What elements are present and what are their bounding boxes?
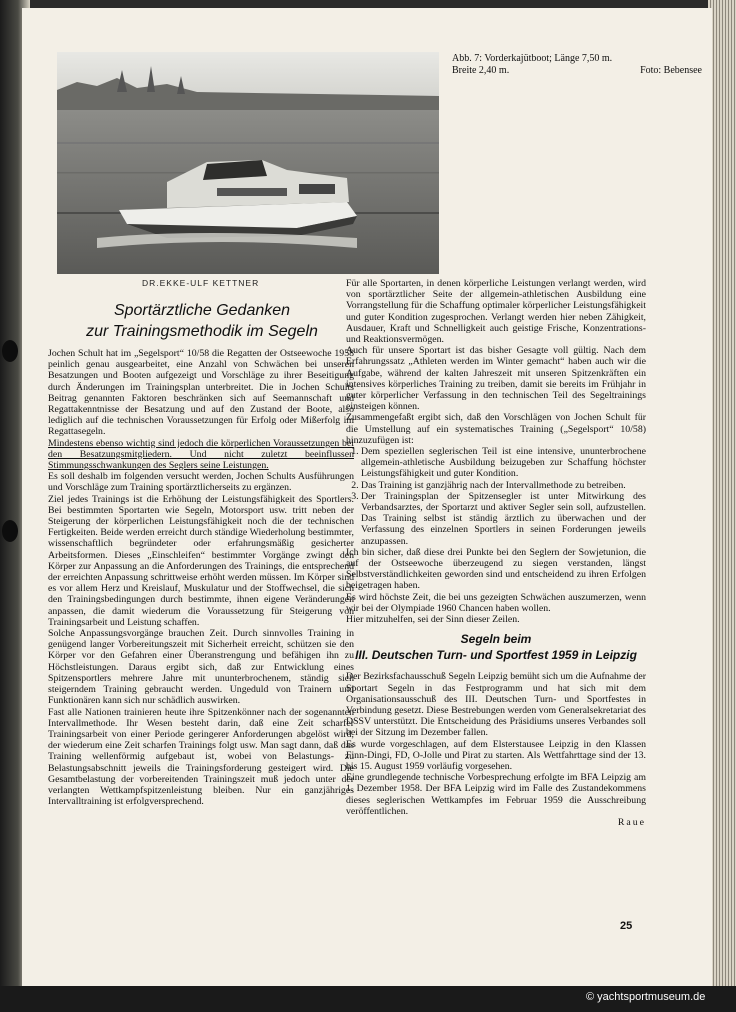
list-item: 3. Der Trainingsplan der Spitzensegler ist unter Mitwirkung des Verbandsarztes, der Sportarzt und aktiver Segler sein soll, aufzustellen. Das Training selbst ist ständig ärztlich zu überwachen und der Verfassung des einzelnen Sportlers in seinen Forderungen jeweils anzupassen. (361, 491, 646, 547)
paragraph: Es soll deshalb im folgenden versucht werden, Jochen Schults Ausführungen und Vorschläge zum Training sportärztlicherseits zu ergänzen. (48, 471, 354, 494)
paragraph: Jochen Schult hat im „Segelsport“ 10/58 die Regatten der Ostseewoche 1958 peinlich genau ausgearbeitet, eine Anzahl von Schwächen bei unseren Besatzungen und Booten aufgezeigt und Vorschläge zu ihrer Beseitigung durch Änderungen im Trainingsplan unterbreitet. Die in Jochen Schults Beitrag genannten Faktoren beschränken sich auf Seemannschaft und Regattakenntnisse der Besatzung und auf den Zustand der Boote, also lediglich auf die technischen Voraussetzungen für Erfolg oder Mißerfolg im Regattasegeln. (48, 348, 354, 438)
news-title-line-2: III. Deutschen Turn- und Sportfest 1959 in Leipzig (355, 648, 637, 663)
paragraph: Ziel jedes Trainings ist die Erhöhung der Leistungsfähigkeit des Sportlers. Bei bestimmten Sportarten wie Segeln, Motorsport usw. tritt neben der Steigerung der körperlichen Leistungsfähigkeit noch die der technischen Fertigkeiten. Beide werden erreicht durch ständige Wiederholung bestimmter, wissenschaftlich begründeter oder erfahrungsmäßig gesicherter Arbeitsformen. Dieses „Einschleifen“ bestimmter Vorgänge zwingt den Körper zur Anpassung an die Anforderungen des Trainings, die entsprechend der erreichten Anpassung schrittweise erhöht werden müssen. Im Körper sind es vor allem Herz und Kreislauf, Muskulatur und der Stoffwechsel, die sich den Trainingsbedingungen durch bestimmte, ihnen eigene Veränderungen anpassen, die damit wiederum die Voraussetzung für Steigerung von Trainingsarbeit und Leistung schaffen. (48, 493, 354, 628)
news-author: Raue (617, 816, 646, 828)
article-title-line-2: zur Trainingsmethodik im Segeln (86, 323, 318, 340)
article-title (52, 300, 352, 342)
recommendation-list (346, 446, 646, 547)
caption-line-1: Abb. 7: Vorderkajütboot; Länge 7,50 m. (452, 53, 613, 64)
list-item: 1. Dem speziellen seglerischen Teil ist eine intensive, ununterbrochene allgemein-athletische Ausbildung beizugeben zur Schaffung höchster Leistungsfähigkeit und guter Kondition. (361, 446, 646, 480)
caption-credit: Foto: Bebensee (640, 65, 702, 76)
punch-hole (2, 520, 18, 542)
paragraph: Der Bezirksfachausschuß Segeln Leipzig bemüht sich um die Aufnahme der Sportart Segeln in das Festprogramm und hat sich mit dem Organisationsausschuß des III. Deutschen Turn- und Sportfestes in Verbindung gesetzt. Diese Bestrebungen werden vom Generalsekretariat des DSSV unterstützt. Die Entscheidung des Präsidiums unseres Verbandes soll bei der Sitzung im Dezember fallen. (346, 671, 646, 739)
punch-hole (2, 340, 18, 362)
paragraph: Für alle Sportarten, in denen körperliche Leistungen verlangt werden, wird von sportärztlicher Seite der allgemein-athletischen Ausbildung eine Vorrangstellung für die Schaffung optimaler körperlicher Leistungsfähigkeit und guter Kondition zugesprochen. Verlangt werden hier neben Zähigkeit, Ausdauer, Kraft und Schnelligkeit auch geistige Frische, Konzentrations- und Reaktionsvermögen. (346, 278, 646, 346)
paragraph: Ich bin sicher, daß diese drei Punkte bei den Seglern der Sowjetunion, die auf der Ostseewoche überzeugend zu siegen verstanden, längst Selbstverständlichkeiten geworden sind und entscheidend zu ihren Erfolgen beigetragen haben. (346, 546, 646, 592)
paragraph: Auch für unsere Sportart ist das bisher Gesagte voll gültig. Nach dem Erfahrungssatz „Athleten werden im Winter gemacht“ haben auch wir die Aufgabe, während der kalten Jahreszeit mit unseren Spitzenkräften ein intensives körperliches Training zu treiben, damit sie bereits im Frühjahr in guter körperlicher Verfassung in den technischen Teil des Segeltrainings einsteigen können. (346, 345, 646, 413)
article-title-line-1: Sportärztliche Gedanken (113, 302, 291, 319)
watermark: © yachtsportmuseum.de (586, 991, 706, 1003)
paragraph: Mindestens ebenso wichtig sind jedoch die körperlichen Voraussetzungen bei den Besatzungsmitgliedern. Und nicht zuletzt beeinflussen Stimmungsschwankungen des Seglers seine Leistungen. (48, 437, 354, 472)
caption-dimensions: Breite 2,40 m. (452, 65, 510, 76)
article-byline: DR.EKKE-ULF KETTNER (142, 278, 260, 288)
page-number: 25 (620, 920, 633, 932)
paragraph: Zusammengefaßt ergibt sich, daß den Vorschlägen von Jochen Schult für die Umstellung auf ein systematisches Training („Segelsport“ 10/58) hinzuzufügen ist: (346, 412, 646, 446)
paragraph: Es wurde vorgeschlagen, auf dem Elsterstausee Leipzig in den Klassen Finn-Dingi, FD, O-Jolle und Pirat zu starten. Als Wettfahrttage sind der 13. bis 15. August 1959 vorläufig vorgesehen. (346, 738, 646, 772)
page-stack-edge (708, 0, 736, 1012)
paragraph: Es wird höchste Zeit, die bei uns gezeigten Schwächen auszumerzen, wenn wir bei der Olympiade 1960 Chancen haben wollen. (346, 591, 646, 614)
magazine-page (22, 8, 712, 986)
paragraph: Solche Anpassungsvorgänge brauchen Zeit. Durch sinnvolles Training in genügend langer Vorbereitungszeit mit Sicherheit erreicht, schützen sie den Körper vor den Gefahren einer Überanstrengung und befähigen ihn zu Höchstleistungen. Daraus ergibt sich, daß zur Entwicklung eines Spitzensportlers mehrere Jahre mit ununterbrochenem, ständig sich steigerndem Training gebraucht werden. Ungeduld von Trainern und Funktionären kann sich nur schädlich auswirken. (48, 628, 354, 707)
article-left-column (48, 348, 354, 807)
paragraph: Hier mitzuhelfen, sei der Sinn dieser Zeilen. (346, 614, 520, 626)
caption-line-2 (452, 65, 702, 77)
article-right-column (346, 278, 646, 828)
paragraph: Fast alle Nationen trainieren heute ihre Spitzenkönner nach der sogenannten Intervallmethode. Ihr Wesen besteht darin, daß eine Zeit scharfer Trainingsarbeit von einer Periode geringerer Anforderungen abgelöst wird, der wiederum eine Zeit scharfen Trainings folgt usw. Man sagt dann, daß das Training wellenförmig aufgebaut ist, wobei von Belastungs- zu Belastungsabschnitt jeweils die Trainingsforderung gesteigert wird. Die Gesamtbelastung der vorbereitenden Trainingszeit muß jedoch unter der verlangten Wettkampfspitzenleistung bleiben. Nur ein ganzjähriges Intervalltraining ist erfolgversprechend. (48, 706, 354, 808)
boat-photo (57, 52, 439, 274)
list-item: 2. Das Training ist ganzjährig nach der Intervallmethode zu betreiben. (361, 480, 646, 491)
paragraph: Eine grundlegende technische Vorbesprechung erfolgte im BFA Leipzig am 1. Dezember 1958. Der BFA Leipzig wird im Falle des Zustandekommens dieses seglerischen Wettkampfes im Februar 1959 die Ausschreibung veröffentlichen. (346, 772, 646, 817)
photo-caption (452, 53, 702, 77)
news-title-line-1: Segeln beim (460, 632, 532, 647)
news-title (346, 631, 646, 663)
